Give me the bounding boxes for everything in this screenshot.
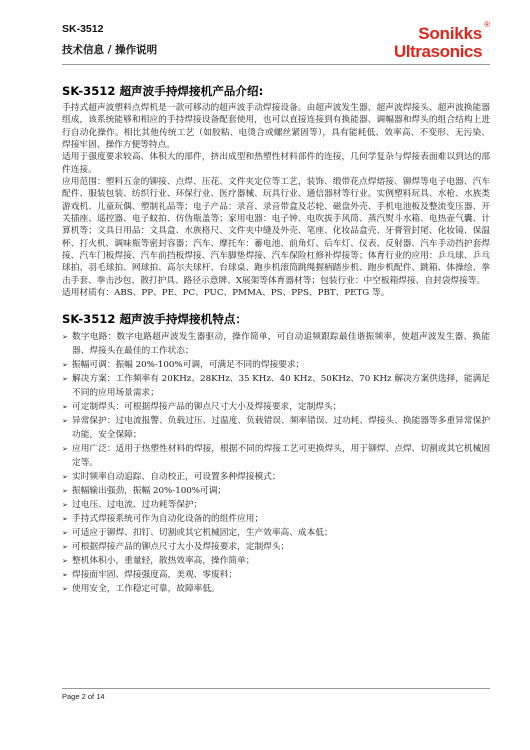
feature-item (62, 400, 490, 414)
feature-text: 振幅可调：振幅 20%-100%可调，可满足不同的焊接要求； (72, 359, 305, 370)
features-list (62, 330, 490, 596)
main-content (62, 84, 490, 596)
feature-item (62, 372, 490, 400)
bullet-icon: ➢ (62, 542, 68, 551)
feature-text: 可根据焊接产品的铆点尺寸大小及焊接要求，定制焊头； (72, 541, 290, 552)
feature-item (62, 414, 490, 442)
document-model: SK-3512 (62, 23, 104, 35)
bullet-icon: ➢ (62, 374, 68, 383)
bullet-icon: ➢ (62, 402, 68, 411)
feature-text: 过电压、过电流、过功耗等保护； (72, 499, 203, 510)
footer-divider (62, 688, 490, 689)
bullet-icon: ➢ (62, 360, 68, 369)
features-section-title: SK-3512 超声波手持焊接机特点： (62, 311, 247, 326)
feature-item (62, 442, 490, 470)
document-subtitle: 技术信息 / 操作说明 (62, 44, 158, 56)
feature-item (62, 526, 490, 540)
bullet-icon: ➢ (62, 500, 68, 509)
feature-item (62, 498, 490, 512)
page-header (62, 18, 490, 64)
bullet-icon: ➢ (62, 416, 68, 425)
feature-text: 解决方案：工作频率有 20KHz、28KHz、35 KHz、40 KHz、50KHz、70 KHz 解决方案供选择，能满足不同的应用场景需求； (72, 373, 490, 398)
bullet-icon: ➢ (62, 528, 68, 537)
bullet-icon: ➢ (62, 570, 68, 579)
bullet-icon: ➢ (62, 514, 68, 523)
feature-item (62, 540, 490, 554)
feature-item (62, 470, 490, 484)
feature-item (62, 568, 490, 582)
feature-text: 振幅输出强劲，振幅 20%-100%可调； (72, 485, 227, 496)
feature-item (62, 484, 490, 498)
intro-paragraph: 适用于强度要求较高、体积大的部件，挤出成型和热塑性材料部件的连接，几何学复杂与焊接表面难以到达的部件连接。 (62, 152, 490, 175)
intro-paragraph: 手持式超声波塑料点焊机是一款可移动的超声波手动焊接设备。由超声波发生器、超声波焊接头、超声波换能器组成，该系统能够和相应的手持焊接设备配套使用，也可以直接连接到有换能器、调幅器和焊头的组合结构上进行自动化操作。相比其他传统工艺（如胶粘、电烫合或螺丝紧固等），具有能耗低、效率高、不变形、无污染、焊接牢固、操作方便等特点。 (62, 103, 490, 151)
brand-logo (393, 20, 490, 64)
bullet-icon: ➢ (62, 444, 68, 453)
feature-text: 应用广泛：适用于热塑性材料的焊接，根据不同的焊接工艺可更换焊头，用于铆焊、点焊、切割或其它机械固定等。 (72, 443, 490, 468)
feature-item (62, 554, 490, 568)
feature-text: 实时频率自动追踪、自动校正，可设置多种焊接模式； (72, 471, 281, 482)
bullet-icon: ➢ (62, 486, 68, 495)
intro-body (62, 102, 490, 300)
feature-text: 手持式焊接系统可作为自动化设备的的组件应用； (72, 513, 264, 524)
feature-text: 焊接面牢固、焊接强度高，美观、零废料； (72, 569, 238, 580)
feature-text: 数字电路：数字电路超声波发生器驱动，操作简单，可自动追频跟踪最佳谐振频率，使超声波发生器、换能器、焊接头在最佳的工作状态； (72, 331, 490, 356)
feature-item (62, 512, 490, 526)
feature-text: 可适应于铆焊、扣钉、切割或其它机械固定，生产效率高、成本低； (72, 527, 333, 538)
feature-text: 可定制焊头：可根据焊接产品的铆点尺寸大小及焊接要求，定制焊头； (72, 401, 342, 412)
intro-paragraph: 适用材质有：ABS、PP、PE、PC、PUC、PMMA、PS、PPS、PBT、PETG 等。 (62, 288, 390, 299)
logo-registered-mark: ® (484, 20, 490, 29)
feature-text: 异常保护：过电流报警、负载过压、过温度、负载错误、频率错误、过功耗、焊接头、换能器等多重异常保护功能，安全保障； (72, 415, 490, 440)
feature-text: 整机体积小，重量轻，散热效率高，操作简单； (72, 555, 255, 566)
bullet-icon: ➢ (62, 472, 68, 481)
logo-brand-name: Sonikks (418, 24, 482, 43)
page-number: Page 2 of 14 (62, 692, 105, 701)
feature-text: 使用安全，工作稳定可靠，故障率低。 (72, 583, 220, 594)
intro-paragraph: 应用范围：塑料五金的铆接、点焊、压花、文件夹定位等工艺，装饰、缎带花点焊熔接、铆焊等电子电器、汽车配件、服装包装、纺织行业、环保行业、医疗器械、玩具行业、通信器材等行业。实例塑料玩具、水枪、水族类游戏机、儿童玩偶、塑制礼品等；电子产品：录音、录音带盒及芯轮、磁盘外壳、手机电池板及整流变压器、开关插座、遥控器、电子蚊拍、仿伪瓶盖等；家用电器：电子钟、电吹拔手风筒、蒸汽熨斗水箱、电热壶气囊、计算机等；文具日用品：文具盒、水族格尺、文件夹中缝及外壳、笔座、化妆品盒壳、牙膏管封尾、化妆镜、保温杯、打火机、调味瓶等密封容器；汽车、摩托车：蓄电池、前角灯、后车灯、仪表、反射器、汽车手动挡护套焊接、汽车门板焊接、汽车前挡板焊接、汽车脚垫焊接、汽车保险杠修补焊接等；体育行业的应用：乒乓球、乒乓球拍、羽毛球拍、网球拍、高尔夫球杆、台球桌、跑步机滚筒跳绳握柄踏步机、跑步机配件、跳箱、体操绘、拳击手套、拳击沙包、散打护具、路径示意牌、X展架等体育器材等；包装行业：中空板箱焊接、自封袋焊接等。 (62, 177, 490, 286)
bullet-icon: ➢ (62, 584, 68, 593)
feature-item (62, 582, 490, 596)
logo-brand-tagline: Ultrasonics (393, 42, 482, 61)
intro-section-title: SK-3512 超声波手持焊接机产品介绍: (62, 84, 264, 98)
feature-item (62, 358, 490, 372)
feature-item (62, 330, 490, 358)
header-divider (62, 64, 490, 65)
bullet-icon: ➢ (62, 556, 68, 565)
bullet-icon: ➢ (62, 332, 68, 341)
